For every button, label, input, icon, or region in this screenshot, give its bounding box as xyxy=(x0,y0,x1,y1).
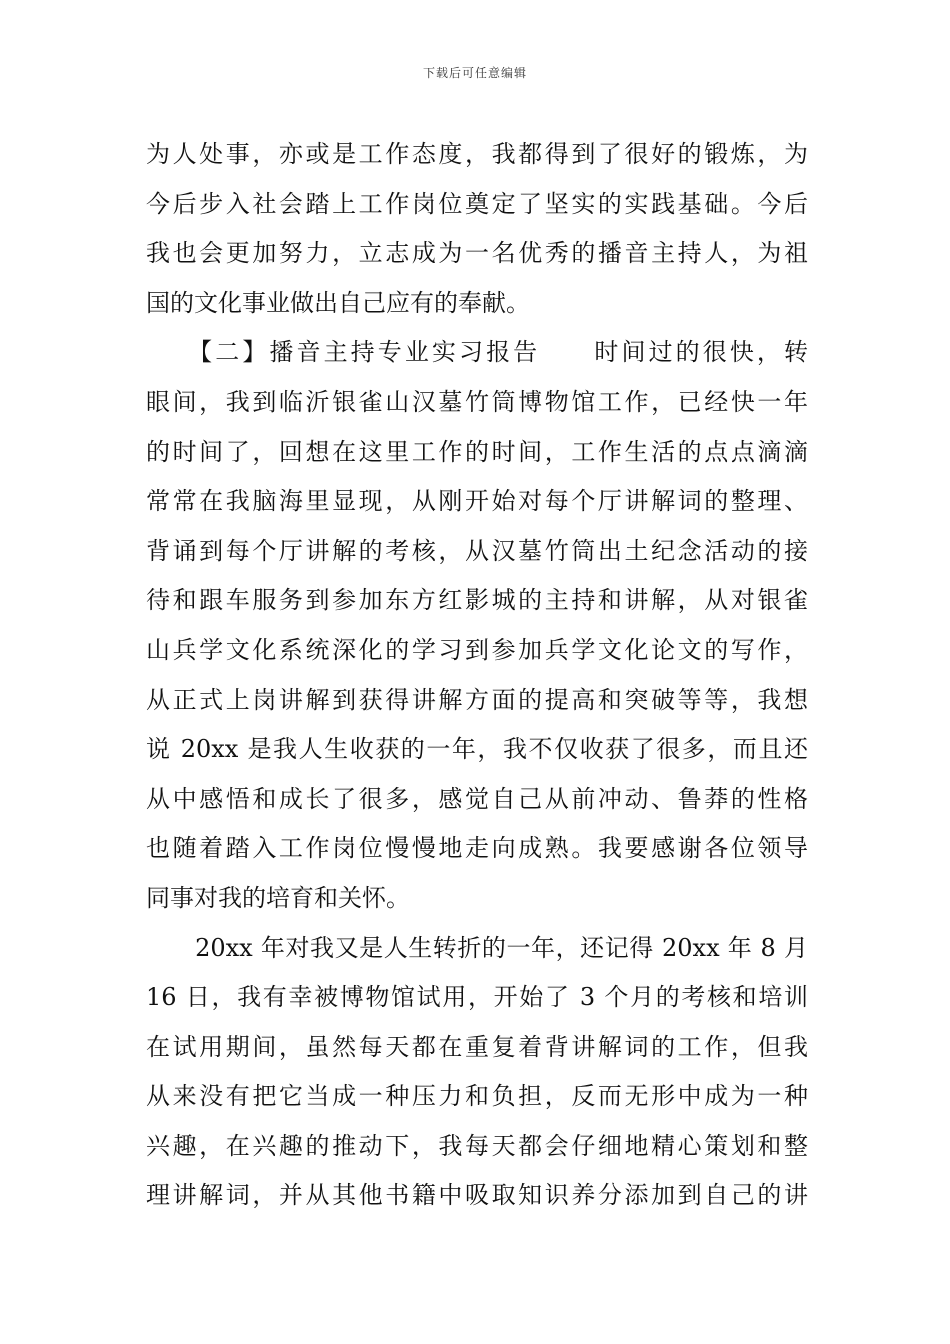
text-line: 16 日，我有幸被博物馆试用，开始了 3 个月的考核和培训 xyxy=(146,983,808,1012)
text-line: 我也会更加努力，立志成为一名优秀的播音主持人，为祖 xyxy=(146,239,808,268)
text-line: 今后步入社会踏上工作岗位奠定了坚实的实践基础。今后 xyxy=(146,189,808,218)
text-line: 待和跟车服务到参加东方红影城的主持和讲解，从对银雀 xyxy=(146,586,808,615)
document-body xyxy=(146,130,808,1221)
text-line: 理讲解词，并从其他书籍中吸取知识养分添加到自己的讲 xyxy=(146,1181,808,1210)
text-line: 同事对我的培育和关怀。 xyxy=(146,883,410,912)
page-header: 下载后可任意编辑 xyxy=(422,66,527,80)
section-heading-line: 【二】播音主持专业实习报告 时间过的很快，转 xyxy=(146,338,808,367)
text-line: 兴趣，在兴趣的推动下，我每天都会仔细地精心策划和整 xyxy=(146,1131,808,1160)
text-line: 眼间，我到临沂银雀山汉墓竹筒博物馆工作，已经快一年 xyxy=(146,387,808,416)
text-line: 在试用期间，虽然每天都在重复着背讲解词的工作，但我 xyxy=(146,1032,808,1061)
text-line: 从来没有把它当成一种压力和负担，反而无形中成为一种 xyxy=(146,1082,808,1111)
text-line: 从正式上岗讲解到获得讲解方面的提高和突破等等，我想 xyxy=(146,685,808,714)
text-line: 常常在我脑海里显现，从刚开始对每个厅讲解词的整理、 xyxy=(146,487,808,516)
text-line: 山兵学文化系统深化的学习到参加兵学文化论文的写作， xyxy=(146,635,808,664)
text-line: 说 20xx 是我人生收获的一年，我不仅收获了很多，而且还 xyxy=(146,735,808,764)
text-line: 国的文化事业做出自己应有的奉献。 xyxy=(146,288,530,317)
text-line: 20xx 年对我又是人生转折的一年，还记得 20xx 年 8 月 xyxy=(146,933,808,962)
text-line: 的时间了，回想在这里工作的时间，工作生活的点点滴滴 xyxy=(146,437,808,466)
text-line: 从中感悟和成长了很多，感觉自己从前冲动、鲁莽的性格 xyxy=(146,784,808,813)
text-line: 也随着踏入工作岗位慢慢地走向成熟。我要感谢各位领导 xyxy=(146,834,808,863)
text-line: 为人处事，亦或是工作态度，我都得到了很好的锻炼，为 xyxy=(146,140,808,168)
text-line: 背诵到每个厅讲解的考核，从汉墓竹筒出土纪念活动的接 xyxy=(146,536,808,565)
